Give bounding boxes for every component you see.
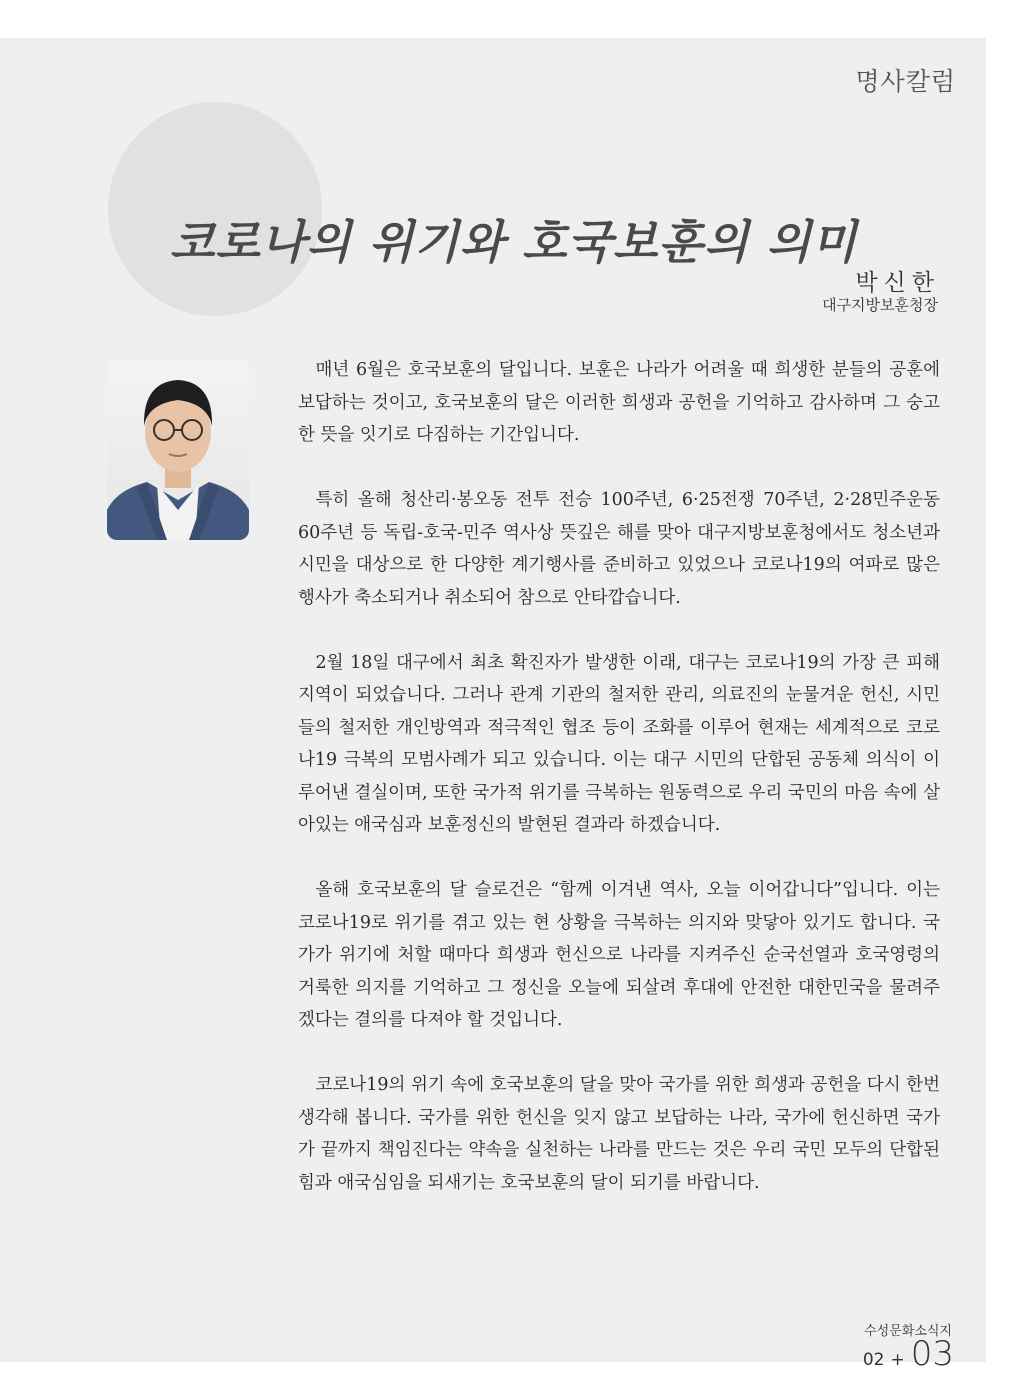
author-role: 대구지방보훈청장 — [822, 296, 938, 314]
author-photo — [107, 360, 249, 540]
current-page-number: 03 — [910, 1334, 954, 1374]
magazine-name: 수성문화소식지 — [864, 1324, 952, 1339]
article-body — [298, 354, 940, 1232]
paragraph: 올해 호국보훈의 달 슬로건은 “함께 이겨낸 역사, 오늘 이어갑니다”입니다. 이는 코로나19로 위기를 겪고 있는 현 상황을 극복하는 의지와 맞닿아 있기도 합니다. 국가가 위기에 처할 때마다 희생과 헌신으로 나라를 지켜주신 순국선열과 호국영령의 거룩한 의지를 기억하고 그 정신을 오늘에 되살려 후대에 안전한 대한민국을 물려주겠다는 결의를 다져야 할 것입니다. — [298, 880, 940, 1030]
section-label: 명사칼럼 — [855, 67, 956, 96]
paragraph: 특히 올해 청산리·봉오동 전투 전승 100주년, 6·25전쟁 70주년, 2·28민주운동 60주년 등 독립-호국-민주 역사상 뜻깊은 해를 맞아 대구지방보훈청에서도 청소년과 시민을 대상으로 한 다양한 계기행사를 준비하고 있었으나 코로나19의 여파로 많은 행사가 축소되거나 취소되어 참으로 안타깝습니다. — [298, 490, 940, 608]
paragraph: 코로나19의 위기 속에 호국보훈의 달을 맞아 국가를 위한 희생과 공헌을 다시 한번 생각해 봅니다. 국가를 위한 헌신을 잊지 않고 보답하는 나라, 국가에 헌신하면 국가가 끝까지 책임진다는 약속을 실천하는 나라를 만드는 것은 우리 국민 모두의 단합된 힘과 애국심임을 되새기는 호국보훈의 달이 되기를 바랍니다. — [298, 1075, 940, 1193]
author-name: 박신한 — [855, 270, 940, 296]
page-numbers — [863, 1334, 954, 1374]
paragraph: 매년 6월은 호국보훈의 달입니다. 보훈은 나라가 어려울 때 희생한 분들의 공훈에 보답하는 것이고, 호국보훈의 달은 이러한 희생과 공헌을 기억하고 감사하며 그 숭고한 뜻을 잇기로 다짐하는 기간입니다. — [298, 360, 940, 445]
paragraph: 2월 18일 대구에서 최초 확진자가 발생한 이래, 대구는 코로나19의 가장 큰 피해 지역이 되었습니다. 그러나 관계 기관의 철저한 관리, 의료진의 눈물겨운 헌신, 시민들의 철저한 개인방역과 적극적인 협조 등이 조화를 이루어 현재는 세계적으로 코로나19 극복의 모범사례가 되고 있습니다. 이는 대구 시민의 단합된 공동체 의식이 이루어낸 결실이며, 또한 국가적 위기를 극복하는 원동력으로 우리 국민의 마음 속에 살아있는 애국심과 보훈정신의 발현된 결과라 하겠습니다. — [298, 652, 940, 835]
prev-page-number: 02 — [862, 1350, 885, 1370]
article-title: 코로나의 위기와 호국보훈의 의미 — [170, 215, 858, 269]
portrait-illustration — [107, 360, 249, 540]
page-separator: + — [890, 1350, 905, 1370]
page — [0, 38, 986, 1374]
